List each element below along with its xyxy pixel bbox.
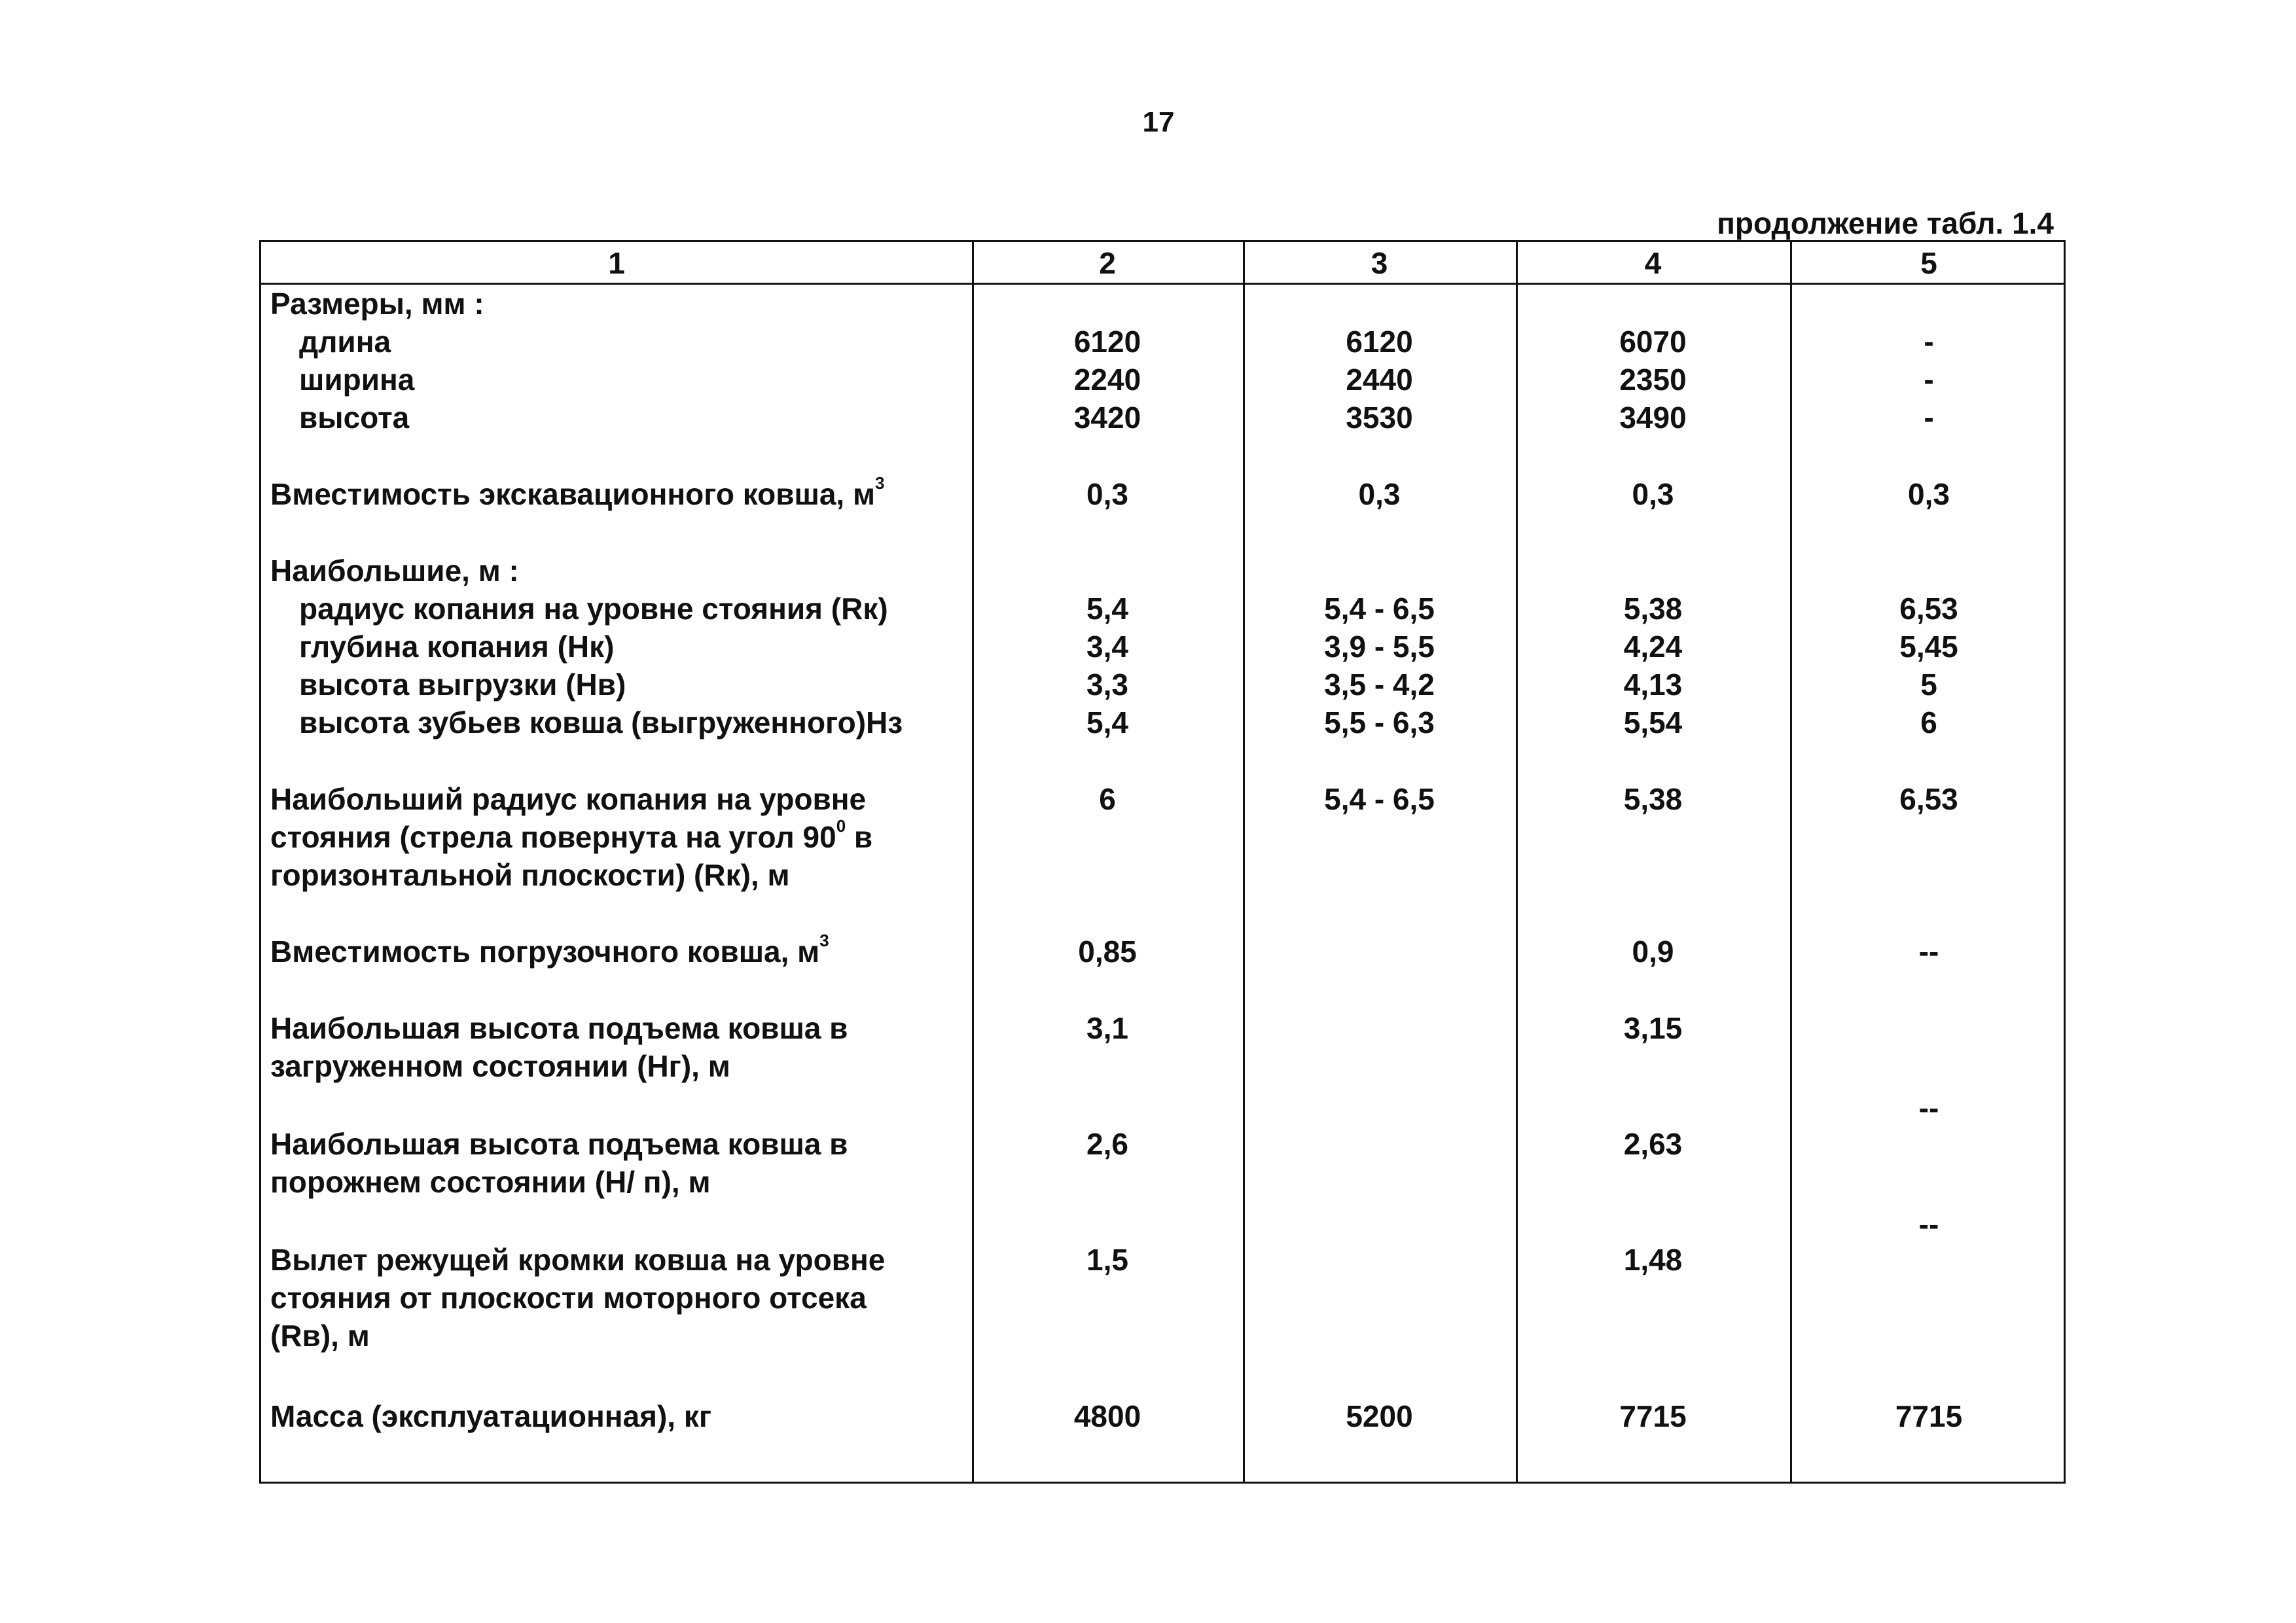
teeth-height-col4: 5,54 bbox=[1623, 705, 1683, 740]
reach-col4: 1,48 bbox=[1623, 1243, 1683, 1277]
length-col4: 6070 bbox=[1619, 325, 1687, 359]
max-radius-rotated-col2: 6 bbox=[1099, 782, 1116, 816]
lift-empty-line2: порожнем состоянии (H/ п), м bbox=[270, 1165, 711, 1199]
length-col3: 6120 bbox=[1346, 325, 1413, 359]
width-col5: - bbox=[1924, 363, 1934, 397]
reach-col2: 1,5 bbox=[1086, 1243, 1128, 1277]
lift-empty-line1: Наибольшая высота подъема ковша в bbox=[270, 1127, 848, 1161]
height-col3: 3530 bbox=[1346, 401, 1413, 435]
max-radius-rotated-line1: Наибольший радиус копания на уровне bbox=[270, 782, 867, 816]
width-col3: 2440 bbox=[1346, 363, 1413, 397]
reach-line1: Вылет режущей кромки ковша на уровне bbox=[270, 1243, 886, 1277]
depth-col4: 4,24 bbox=[1623, 630, 1683, 664]
mass-col2: 4800 bbox=[1073, 1399, 1141, 1433]
reach-line2: стояния от плоскости моторного отсека bbox=[270, 1281, 867, 1315]
excavator-bucket-col4: 0,3 bbox=[1632, 477, 1674, 511]
length-col5: - bbox=[1924, 325, 1934, 359]
max-radius-rotated-line3: горизонтальной плоскости) (Rк), м bbox=[270, 858, 790, 892]
mass-col4: 7715 bbox=[1619, 1399, 1687, 1433]
header-col-4: 4 bbox=[1644, 246, 1662, 280]
excavator-bucket-col3: 0,3 bbox=[1358, 477, 1401, 511]
depth-col2: 3,4 bbox=[1086, 630, 1128, 664]
lift-loaded-col4: 3,15 bbox=[1623, 1011, 1683, 1045]
width-label: ширина bbox=[299, 363, 415, 397]
loader-bucket-label: Вместимость погрузочного ковша, $м^3$ bbox=[270, 931, 829, 969]
length-col2: 6120 bbox=[1073, 325, 1141, 359]
page-number: 17 bbox=[1142, 106, 1175, 138]
mass-label: Масса (эксплуатационная), кг bbox=[270, 1399, 712, 1433]
header-divider bbox=[261, 283, 2064, 285]
lift-loaded-line2: загруженном состоянии (Hг), м bbox=[270, 1049, 730, 1083]
lift-loaded-col2: 3,1 bbox=[1086, 1011, 1128, 1045]
sizes-title: Размеры, мм : bbox=[270, 287, 484, 321]
excavator-bucket-label: Вместимость экскавационного ковша, $м^3$ bbox=[270, 473, 885, 511]
max-radius-rotated-col3: 5,4 - 6,5 bbox=[1324, 782, 1435, 816]
loader-bucket-col4: 0,9 bbox=[1632, 935, 1674, 969]
excavator-bucket-col5: 0,3 bbox=[1908, 477, 1950, 511]
unload-height-label: высота выгрузки (Hв) bbox=[299, 668, 626, 702]
max-radius-rotated-line2: стояния (стрела повернута на угол $90^0$ в bbox=[270, 816, 873, 854]
header-col-3: 3 bbox=[1371, 246, 1388, 280]
height-col2: 3420 bbox=[1073, 401, 1141, 435]
width-col4: 2350 bbox=[1619, 363, 1687, 397]
height-label: высота bbox=[299, 401, 410, 435]
depth-col3: 3,9 - 5,5 bbox=[1324, 630, 1435, 664]
radius-col2: 5,4 bbox=[1086, 592, 1128, 626]
unload-height-col3: 3,5 - 4,2 bbox=[1324, 668, 1435, 702]
table-caption: продолжение табл. 1.4 bbox=[1717, 206, 2054, 240]
loader-bucket-col2: 0,85 bbox=[1078, 935, 1137, 969]
unload-height-col5: 5 bbox=[1920, 668, 1937, 702]
teeth-height-col3: 5,5 - 6,3 bbox=[1324, 705, 1435, 740]
excavator-bucket-col2: 0,3 bbox=[1086, 477, 1128, 511]
mass-col3: 5200 bbox=[1346, 1399, 1413, 1433]
width-col2: 2240 bbox=[1073, 363, 1141, 397]
lift-empty-col2: 2,6 bbox=[1086, 1127, 1128, 1161]
header-col-5: 5 bbox=[1920, 246, 1937, 280]
max-radius-rotated-col5: 6,53 bbox=[1899, 782, 1958, 816]
teeth-height-label: высота зубьев ковша (выгруженного)Hз bbox=[299, 705, 903, 740]
lift-empty-col5: -- bbox=[1918, 1091, 1939, 1125]
loader-bucket-col5: -- bbox=[1918, 935, 1939, 969]
lift-empty-col4: 2,63 bbox=[1623, 1127, 1683, 1161]
mass-col5: 7715 bbox=[1895, 1399, 1963, 1433]
max-radius-rotated-col4: 5,38 bbox=[1623, 782, 1683, 816]
teeth-height-col5: 6 bbox=[1920, 705, 1937, 740]
header-col-2: 2 bbox=[1099, 246, 1116, 280]
reach-line3: (Rв), м bbox=[270, 1319, 370, 1353]
spec-table bbox=[259, 240, 2066, 1484]
unload-height-col4: 4,13 bbox=[1623, 668, 1683, 702]
maxima-title: Наибольшие, м : bbox=[270, 554, 519, 588]
reach-col5: -- bbox=[1918, 1207, 1939, 1241]
radius-col5: 6,53 bbox=[1899, 592, 1958, 626]
header-col-1: 1 bbox=[608, 246, 625, 280]
radius-col4: 5,38 bbox=[1623, 592, 1683, 626]
lift-loaded-line1: Наибольшая высота подъема ковша в bbox=[270, 1011, 848, 1045]
radius-label: радиус копания на уровне стояния (Rк) bbox=[299, 592, 888, 626]
depth-col5: 5,45 bbox=[1899, 630, 1958, 664]
radius-col3: 5,4 - 6,5 bbox=[1324, 592, 1435, 626]
depth-label: глубина копания (Hк) bbox=[299, 630, 615, 664]
height-col5: - bbox=[1924, 401, 1934, 435]
teeth-height-col2: 5,4 bbox=[1086, 705, 1128, 740]
unload-height-col2: 3,3 bbox=[1086, 668, 1128, 702]
height-col4: 3490 bbox=[1619, 401, 1687, 435]
length-label: длина bbox=[299, 325, 391, 359]
